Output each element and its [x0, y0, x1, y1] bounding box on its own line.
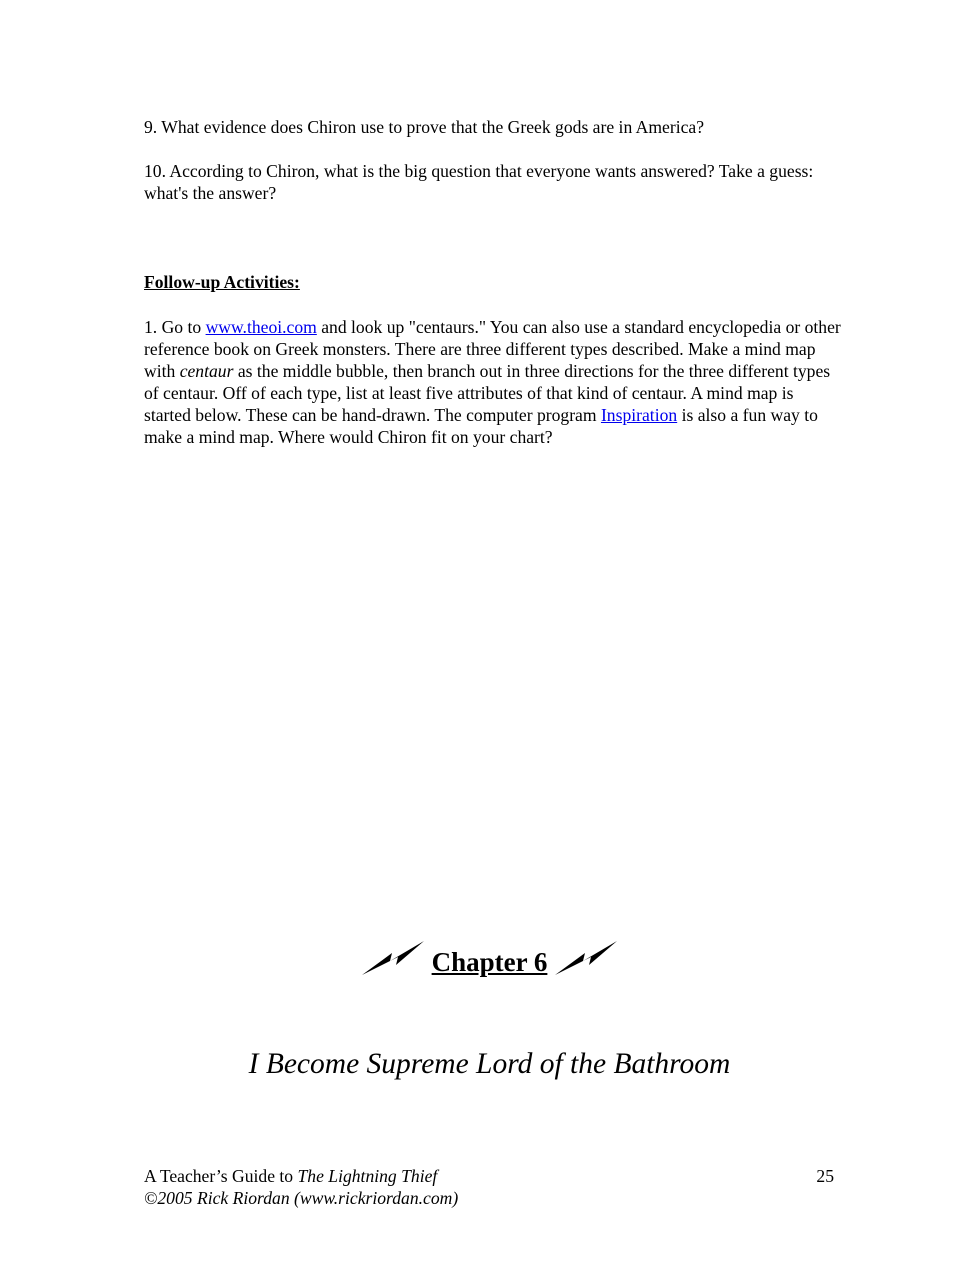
centaur-term: centaur	[179, 361, 234, 381]
chapter-title: Chapter 6	[431, 947, 548, 977]
lightning-bolt-icon	[360, 939, 426, 977]
activity-1-text-b: and look up "centaurs." You can also use a standard encyclopedia or other reference book on Greek monsters. There are three different types described. Make a mind map with	[144, 317, 841, 381]
activity-1-text-d: is also a fun way to make a mind map. Where would Chiron fit on your chart?	[144, 405, 818, 447]
page-footer	[144, 1165, 834, 1209]
footer-guide-prefix: A Teacher’s Guide to	[144, 1166, 298, 1186]
footer-book-title: The Lightning Thief	[297, 1166, 438, 1186]
chapter-subtitle: I Become Supreme Lord of the Bathroom	[248, 1048, 731, 1080]
inspiration-link[interactable]: Inspiration	[600, 405, 678, 425]
page-number: 25	[816, 1166, 834, 1186]
footer-copyright: ©2005 Rick Riordan (www.rickriordan.com)	[144, 1188, 459, 1208]
footer-guide-title	[144, 1165, 437, 1187]
question-9: 9. What evidence does Chiron use to prove that the Greek gods are in America?	[144, 117, 705, 137]
theoi-link[interactable]: www.theoi.com	[205, 317, 317, 337]
activity-1	[144, 316, 844, 448]
activity-1-text-a: 1. Go to	[144, 317, 206, 337]
activity-1-text-c: as the middle bubble, then branch out in three directions for the three different types of centaur. Off of each type, list at least five attributes of that kind of centaur. A mind map is started below. These can be hand-drawn. The computer program	[144, 361, 831, 425]
lightning-bolt-icon	[553, 939, 619, 977]
followup-heading: Follow-up Activities:	[144, 272, 300, 292]
chapter-heading	[0, 934, 979, 982]
question-10: 10. According to Chiron, what is the big question that everyone wants answered? Take a guess: what's the answer?	[144, 161, 814, 203]
